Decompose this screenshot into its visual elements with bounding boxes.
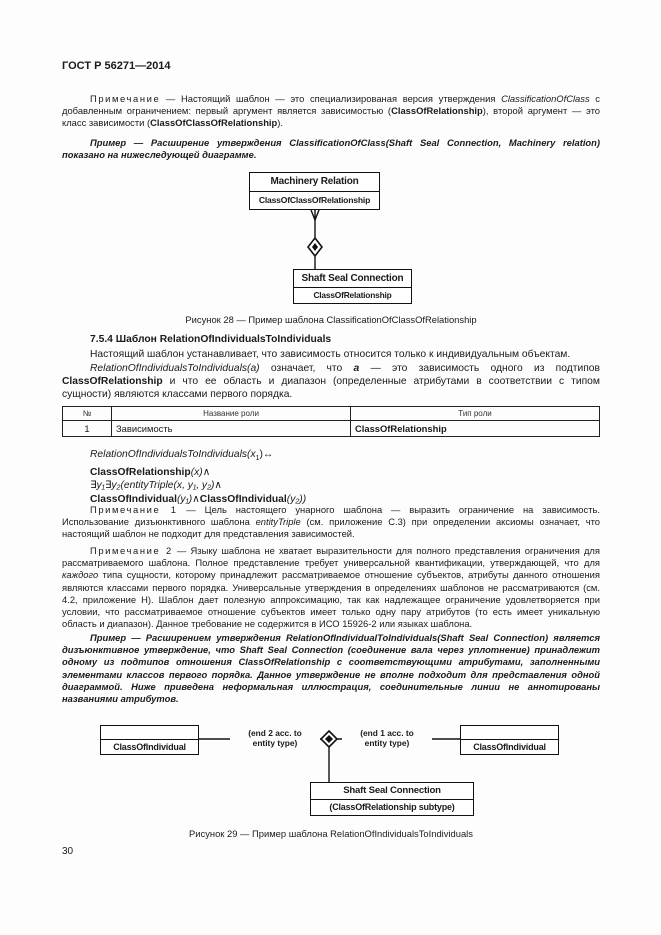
- table-header-number: №: [63, 407, 112, 421]
- uml-class-name: Shaft Seal Connection: [294, 270, 411, 288]
- uml-class-name: Shaft Seal Connection: [311, 783, 473, 800]
- section-paragraph-1: Настоящий шаблон устанавливает, что зависимость относится только к индивидуальным объектам.: [90, 349, 571, 360]
- table-header-row: [63, 407, 600, 421]
- section-paragraph-2: RelationOfIndividualsToIndividuals(a) означает, что a — это зависимость одного из подтипов ClassOfRelationship и что ее область и диапазон (определенные атрибутами в соответствии с типом сущности) являются классами первого порядка.: [62, 363, 600, 401]
- table-header-role-type: Тип роли: [351, 407, 600, 421]
- table-cell-role-type: ClassOfRelationship: [351, 421, 600, 437]
- formula-line-1: $RelationOfIndividualsToIndividuals(x_1)\leftrightarrow$: [90, 449, 274, 463]
- table-header-role-name: Название роли: [112, 407, 351, 421]
- page-number: 30: [62, 846, 74, 857]
- uml-class-name: ClassOfIndividual: [113, 742, 186, 752]
- uml-class-shaft-seal-connection-2: [310, 782, 474, 816]
- uml-class-type: ClassOfClassOfRelationship: [258, 195, 371, 205]
- uml-class-shaft-seal-connection: [293, 269, 412, 304]
- note-label: Примечание: [90, 93, 161, 104]
- formula-block: [90, 448, 490, 506]
- uml-class-name: ClassOfIndividual: [473, 742, 546, 752]
- uml-class-machinery-relation: [249, 172, 380, 210]
- right-end-label: (end 1 acc. to entity type): [342, 728, 432, 748]
- table-cell-number: 1: [63, 421, 112, 437]
- example-2: Пример — Расширением утверждения RelationOfIndividualToIndividuals(Shaft Seal Connection) является дизъюнктивное утверждение, что Shaft Seal Connection (соединение вала через уплотнение) принадлежит одному из подтипов отношения ClassOfRelationship с соответствующими атрибутами, заполненными элементами классов первого порядка. Данное утверждение не вполне подходит для представления одной диаграммой. Ниже приведена неформальная иллюстрация, соединительные линии не аннотированы названиями атрибутов.: [62, 632, 600, 705]
- note-label: Примечание 2: [90, 545, 173, 556]
- example-1: Пример — Расширение утверждения ClassificationOfClass(Shaft Seal Connection, Machinery relation) показано на нижеследующей диаграмме.: [62, 137, 600, 161]
- note-3: Примечание 2 — Языку шаблона не хватает выразительности для полного представления ограничения для рассматриваемого шаблона. Полное представление требует универсальной квантификации, утверждающей, что для каждого типа сущности, которому принадлежит рассматриваемое отношение субъектов, атрибуты данного отношения являются классами первого порядка. Универсальные утверждения в определениях шаблонов не рассматриваются (см. 4.2, приложение Н). Шаблон дает полезную аппроксимацию, так как надлежащее ограничение удовлетворяется при условии, что рассматриваемое отношение субъектов имеет только одну пару атрибутов (то есть имеет уникальную область и диапазон). Данное требование не содержится в ИСО 15926-2 или языках шаблона.: [62, 545, 600, 630]
- uml-class-individual-left: [100, 725, 199, 755]
- uml-class-type: (ClassOfRelationship subtype): [329, 802, 455, 812]
- roles-table: [62, 406, 600, 437]
- table-cell-role-name: Зависимость: [112, 421, 351, 437]
- uml-class-type: ClassOfRelationship: [313, 290, 392, 300]
- standard-header: ГОСТ Р 56271—2014: [62, 60, 171, 72]
- figure-28-caption: Рисунок 28 — Пример шаблона ClassificationOfClassOfRelationship: [185, 314, 477, 325]
- formula-line-3: ∃y₁∃y₂(entityTriple(x, y₁, y₂)∧: [90, 480, 222, 492]
- formula-line-4: ClassOfIndividual(y₁)∧ClassOfIndividual(y₂)): [90, 493, 307, 505]
- uml-class-name: Machinery Relation: [250, 173, 379, 192]
- uml-class-individual-right: [460, 725, 559, 755]
- formula-line-2: ClassOfRelationship(x)∧: [90, 466, 211, 478]
- note-label: Примечание 1: [90, 504, 178, 515]
- figure-29-caption: Рисунок 29 — Пример шаблона RelationOfIndividualsToIndividuals: [189, 828, 473, 839]
- note-2: Примечание 1 — Цель настоящего унарного шаблона — выразить ограничение на зависимость. Использование дизъюнктивного шаблона entityTriple (см. приложение С.3) при определении аксиомы означает, что настоящий шаблон не подходит для представления зависимостей.: [62, 504, 600, 540]
- aggregation-connector: [300, 210, 330, 270]
- left-end-label: (end 2 acc. to entity type): [230, 728, 320, 748]
- table-row: [63, 421, 600, 437]
- note-1: Примечание — Настоящий шаблон — это специализированая версия утверждения ClassificationOfClass с добавленным ограничением: первый аргумент является зависимостью (ClassOfRelationship), второй аргумент — это класс зависимости (ClassOfClassOfRelationship).: [62, 93, 601, 129]
- section-heading: 7.5.4 Шаблон RelationOfIndividualsToIndividuals: [90, 334, 332, 345]
